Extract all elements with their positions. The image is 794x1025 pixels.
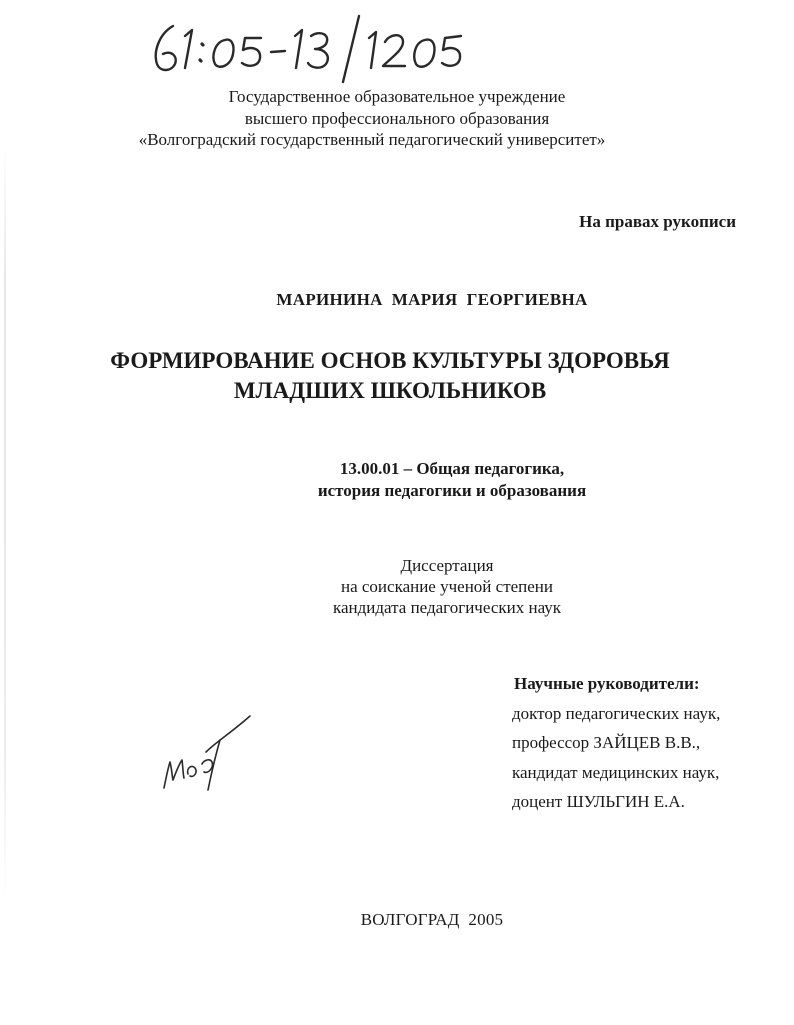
supervisor-line: доцент ШУЛЬГИН Е.А. [512, 792, 685, 811]
author-name: МАРИНИНА МАРИЯ ГЕОРГИЕВНА [276, 290, 588, 309]
supervisors-heading: Научные руководители: [514, 674, 700, 693]
manuscript-note: На правах рукописи [579, 212, 736, 231]
scan-edge-shadow [4, 140, 6, 900]
institution-block [0, 86, 794, 151]
degree-statement [0, 555, 794, 618]
institution-line: Государственное образовательное учреждение [228, 87, 566, 106]
title-line: ФОРМИРОВАНИЕ ОСНОВ КУЛЬТУРЫ ЗДОРОВЬЯ [110, 348, 670, 373]
supervisor-line: доктор педагогических наук, [512, 704, 721, 723]
dissertation-title [0, 346, 794, 406]
degree-line: кандидата педагогических наук [332, 598, 562, 617]
handwritten-signature [158, 712, 268, 802]
supervisor-line: профессор ЗАЙЦЕВ В.В., [512, 733, 701, 752]
supervisor-line: кандидат медицинских наук, [512, 763, 720, 782]
handwritten-archive-number [145, 8, 505, 88]
degree-line: Диссертация [400, 556, 494, 575]
specialty-line: история педагогики и образования [317, 481, 587, 500]
title-line: МЛАДШИХ ШКОЛЬНИКОВ [233, 378, 547, 403]
institution-line: «Волгоградский государственный педагогический университет» [138, 130, 606, 149]
specialty-code [0, 458, 794, 502]
specialty-line: 13.00.01 – Общая педагогика, [339, 459, 565, 478]
city-year: ВОЛГОГРАД 2005 [360, 910, 504, 929]
degree-line: на соискание ученой степени [340, 577, 554, 596]
institution-line: высшего профессионального образования [244, 108, 550, 128]
